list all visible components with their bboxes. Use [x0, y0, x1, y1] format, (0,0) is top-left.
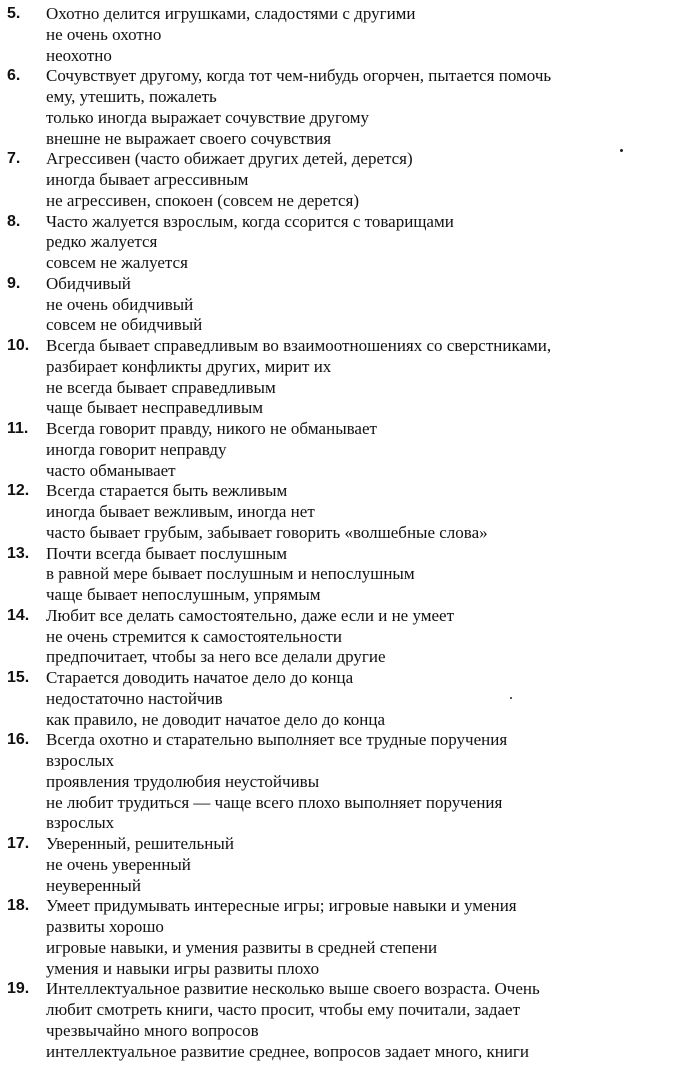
- item-statement: Всегда старается быть вежливым: [46, 481, 288, 501]
- questionnaire-item: [0, 66, 684, 149]
- item-option: интеллектуальное развитие среднее, вопросов задает много, книги: [46, 1041, 530, 1061]
- item-statement: Интеллектуальное развитие несколько выше своего возраста. Очень: [46, 979, 540, 999]
- item-number: 18.: [7, 897, 30, 915]
- item-option: не всегда бывает справедливым: [46, 377, 276, 397]
- item-option: игровые навыки, и умения развиты в средней степени: [46, 937, 438, 957]
- questionnaire-page: [0, 4, 684, 1062]
- item-option: недостаточно настойчив: [46, 688, 223, 708]
- item-statement: Охотно делится игрушками, сладостями с другими: [46, 4, 416, 23]
- item-number: 15.: [7, 669, 30, 686]
- item-number: 17.: [7, 835, 30, 852]
- questionnaire-item: [0, 4, 684, 66]
- item-option: не агрессивен, спокоен (совсем не дерется): [46, 190, 360, 210]
- item-statement: Обидчивый: [46, 273, 131, 293]
- item-option: не очень уверенный: [46, 854, 191, 874]
- item-option: разбирает конфликты других, мирит их: [46, 356, 332, 376]
- item-option: редко жалуется: [46, 232, 158, 252]
- item-option: совсем не жалуется: [46, 253, 188, 272]
- item-option: неуверенный: [46, 875, 141, 895]
- questionnaire-item: [0, 336, 684, 419]
- item-option: только иногда выражает сочувствие другому: [46, 107, 370, 127]
- item-number: 19.: [7, 980, 30, 998]
- item-option: любит смотреть книги, часто просит, чтобы ему почитали, задает: [46, 1000, 521, 1019]
- item-option: не очень охотно: [46, 24, 162, 44]
- item-option: часто бывает грубым, забывает говорить «волшебные слова»: [46, 522, 488, 542]
- item-option: в равной мере бывает послушным и непослушным: [46, 564, 415, 584]
- item-number: 12.: [7, 482, 30, 500]
- item-option: не любит трудиться — чаще всего плохо выполняет поручения: [46, 792, 503, 812]
- item-option: развиты хорошо: [46, 917, 164, 936]
- item-statement: Всегда бывает справедливым во взаимоотношениях со сверстниками,: [46, 336, 552, 355]
- item-option: не очень стремится к самостоятельности: [46, 626, 343, 646]
- item-statement: Почти всегда бывает послушным: [46, 543, 288, 563]
- questionnaire-item: [0, 668, 684, 730]
- item-option: внешне не выражает своего сочувствия: [46, 128, 332, 148]
- item-option: чаще бывает несправедливым: [46, 398, 264, 418]
- item-statement: Старается доводить начатое дело до конца: [46, 668, 354, 687]
- item-number: 6.: [7, 67, 21, 85]
- item-number: 9.: [7, 274, 21, 292]
- item-option: часто обманывает: [46, 460, 176, 480]
- item-number: 16.: [7, 731, 30, 749]
- item-statement: Всегда охотно и старательно выполняет все трудные поручения: [46, 730, 508, 750]
- item-number: 5.: [7, 5, 21, 22]
- questionnaire-item: [0, 896, 684, 979]
- item-option: взрослых: [46, 813, 115, 833]
- item-number: 8.: [7, 212, 21, 230]
- item-option: взрослых: [46, 751, 115, 770]
- questionnaire-item: [0, 274, 684, 336]
- item-option: иногда говорит неправду: [46, 439, 227, 459]
- questionnaire-item: [0, 979, 684, 1062]
- questionnaire-item: [0, 834, 684, 896]
- questionnaire-item: [0, 481, 684, 543]
- item-option: проявления трудолюбия неустойчивы: [46, 771, 320, 791]
- item-option: умения и навыки игры развиты плохо: [46, 958, 320, 978]
- item-statement: Любит все делать самостоятельно, даже если и не умеет: [46, 605, 455, 625]
- questionnaire-item: [0, 149, 684, 211]
- item-number: 11.: [7, 420, 29, 437]
- questionnaire-item: [0, 544, 684, 606]
- item-statement: Сочувствует другому, когда тот чем-нибудь огорчен, пытается помочь: [46, 66, 552, 86]
- item-statement: Умеет придумывать интересные игры; игровые навыки и умения: [46, 896, 517, 916]
- item-statement: Всегда говорит правду, никого не обманывает: [46, 419, 377, 438]
- item-option: не очень обидчивый: [46, 294, 194, 314]
- item-number: 14.: [7, 606, 30, 624]
- questionnaire-item: [0, 212, 684, 274]
- questionnaire-item: [0, 606, 684, 668]
- questionnaire-item: [0, 730, 684, 834]
- item-option: чаще бывает непослушным, упрямым: [46, 585, 321, 604]
- item-option: ему, утешить, пожалеть: [46, 87, 217, 106]
- item-statement: Уверенный, решительный: [46, 834, 234, 853]
- item-option: предпочитает, чтобы за него все делали другие: [46, 647, 386, 667]
- item-number: 7.: [7, 150, 21, 168]
- item-option: иногда бывает вежливым, иногда нет: [46, 502, 315, 521]
- item-number: 13.: [7, 544, 30, 562]
- item-option: как правило, не доводит начатое дело до конца: [46, 709, 385, 729]
- item-option: неохотно: [46, 45, 112, 65]
- item-option: чрезвычайно много вопросов: [46, 1020, 259, 1040]
- item-option: совсем не обидчивый: [46, 315, 203, 335]
- item-option: иногда бывает агрессивным: [46, 170, 249, 189]
- item-number: 10.: [7, 337, 30, 354]
- item-statement: Агрессивен (часто обижает других детей, дерется): [46, 149, 413, 169]
- item-statement: Часто жалуется взрослым, когда ссорится с товарищами: [46, 211, 454, 231]
- questionnaire-item: [0, 419, 684, 481]
